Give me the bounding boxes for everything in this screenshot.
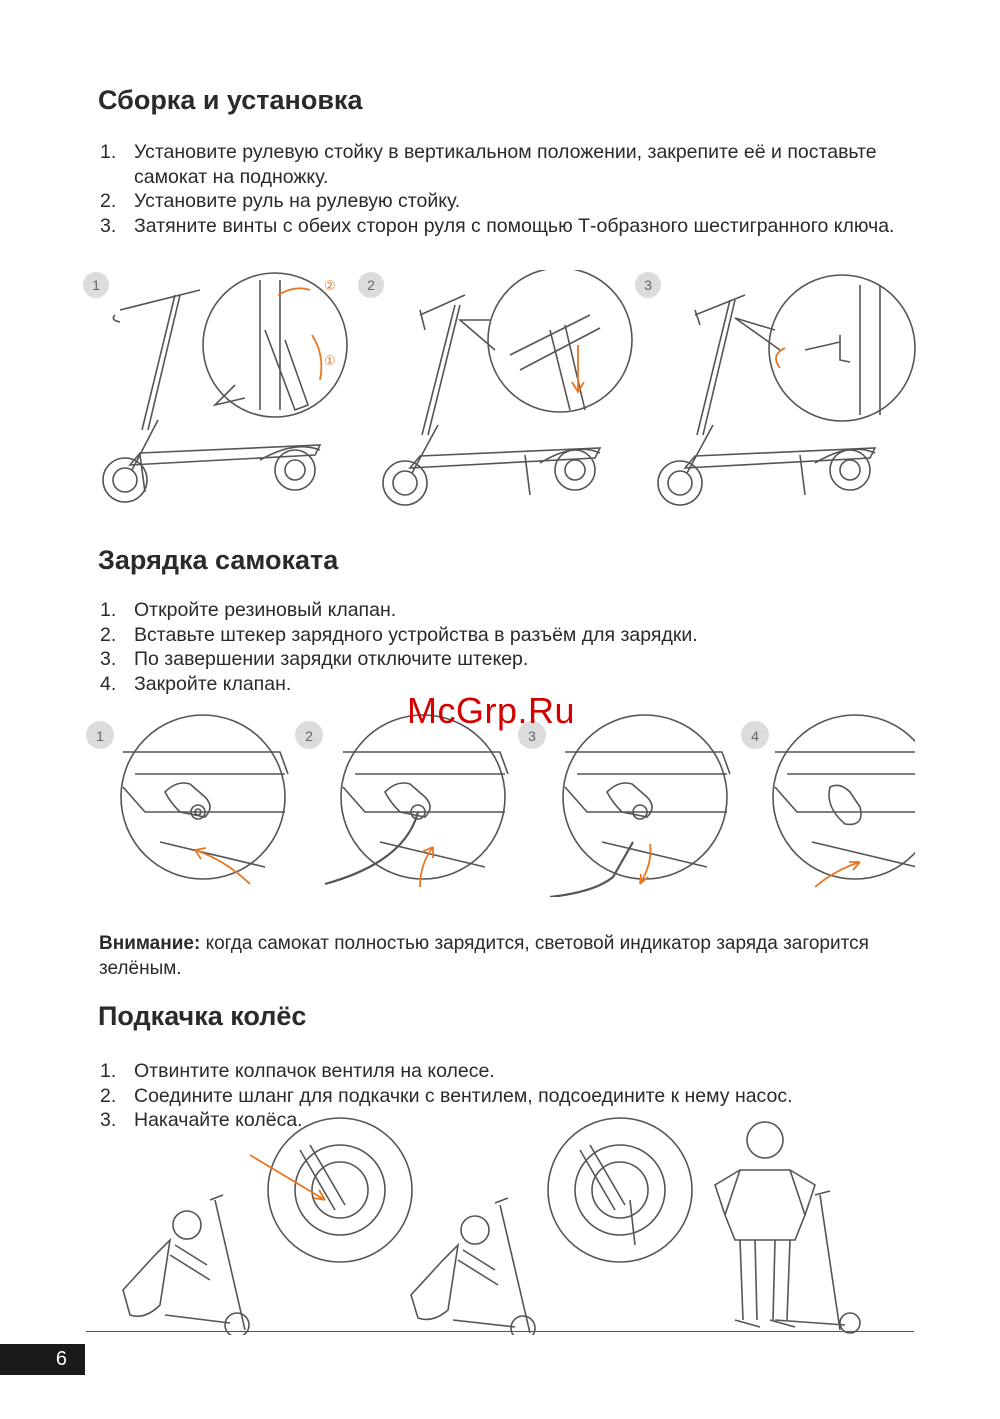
list-item: 3. Накачайте колёса. [100, 1109, 303, 1131]
note-text: когда самокат полностью зарядится, световой индикатор заряда загорится зелёным. [99, 933, 869, 979]
zoom-detail-2 [488, 270, 632, 412]
marker-label-2: ② [324, 278, 336, 293]
arrow-rotate-2 [312, 335, 321, 380]
scooter-illustration-3 [658, 295, 875, 505]
list-item: 3. Затяните винты с обеих сторон руля с помощью Т-образного шестигранного ключа. [100, 214, 895, 237]
scooter-illustration-1 [103, 290, 320, 502]
list-item: 1. Отвинтите колпачок вентиля на колесе. [100, 1060, 495, 1082]
list-item: 1. Установите рулевую стойку в вертикальном положении, закрепите её и поставьте самокат на подножку. [100, 141, 877, 188]
watermark: McGrp.Ru [407, 690, 576, 731]
charging-illustration [85, 712, 915, 897]
wheel-detail-1 [268, 1118, 412, 1262]
list-item: 4. Закройте клапан. [100, 672, 292, 695]
arrow-down [572, 345, 584, 392]
arrow-turn [776, 348, 785, 368]
section-title-assembly: Сборка и установка [98, 85, 363, 115]
note-label: Внимание: [99, 933, 201, 954]
step-badge-label: 2 [305, 728, 313, 744]
step-badge-label: 3 [528, 728, 536, 744]
person-kneeling-1 [123, 1195, 249, 1335]
step-badge-label: 4 [751, 728, 759, 744]
list-item: 2. Соедините шланг для подкачки с вентилем, подсоедините к нему насос. [100, 1084, 793, 1107]
inflation-illustration [115, 1115, 915, 1335]
list-item: 2. Установите руль на рулевую стойку. [100, 190, 461, 212]
charging-steps [100, 598, 920, 696]
person-kneeling-2 [411, 1198, 535, 1335]
person-standing [715, 1122, 860, 1333]
list-item: 2. Вставьте штекер зарядного устройства в разъём для зарядки. [100, 623, 698, 646]
step-badge-label: 1 [96, 728, 104, 744]
step-badge-label: 1 [92, 277, 100, 293]
arrow-valve [250, 1155, 325, 1200]
zoom-detail-3 [769, 275, 915, 421]
list-item: 1. Откройте резиновый клапан. [100, 599, 397, 621]
step-badge-label: 2 [367, 277, 375, 293]
assembly-steps [100, 140, 920, 238]
step-badge-label: 3 [644, 277, 652, 293]
section-title-inflation: Подкачка колёс [98, 1001, 307, 1031]
assembly-illustration [80, 270, 920, 515]
section-title-charging: Зарядка самоката [98, 545, 339, 575]
wheel-detail-2 [548, 1118, 692, 1262]
charging-note [99, 931, 899, 981]
page-number: 6 [0, 1344, 85, 1375]
ground-line [86, 1331, 914, 1332]
marker-label-1: ① [324, 353, 336, 368]
arrow-rotate-1 [278, 288, 310, 295]
list-item: 3. По завершении зарядки отключите штекер. [100, 648, 529, 670]
